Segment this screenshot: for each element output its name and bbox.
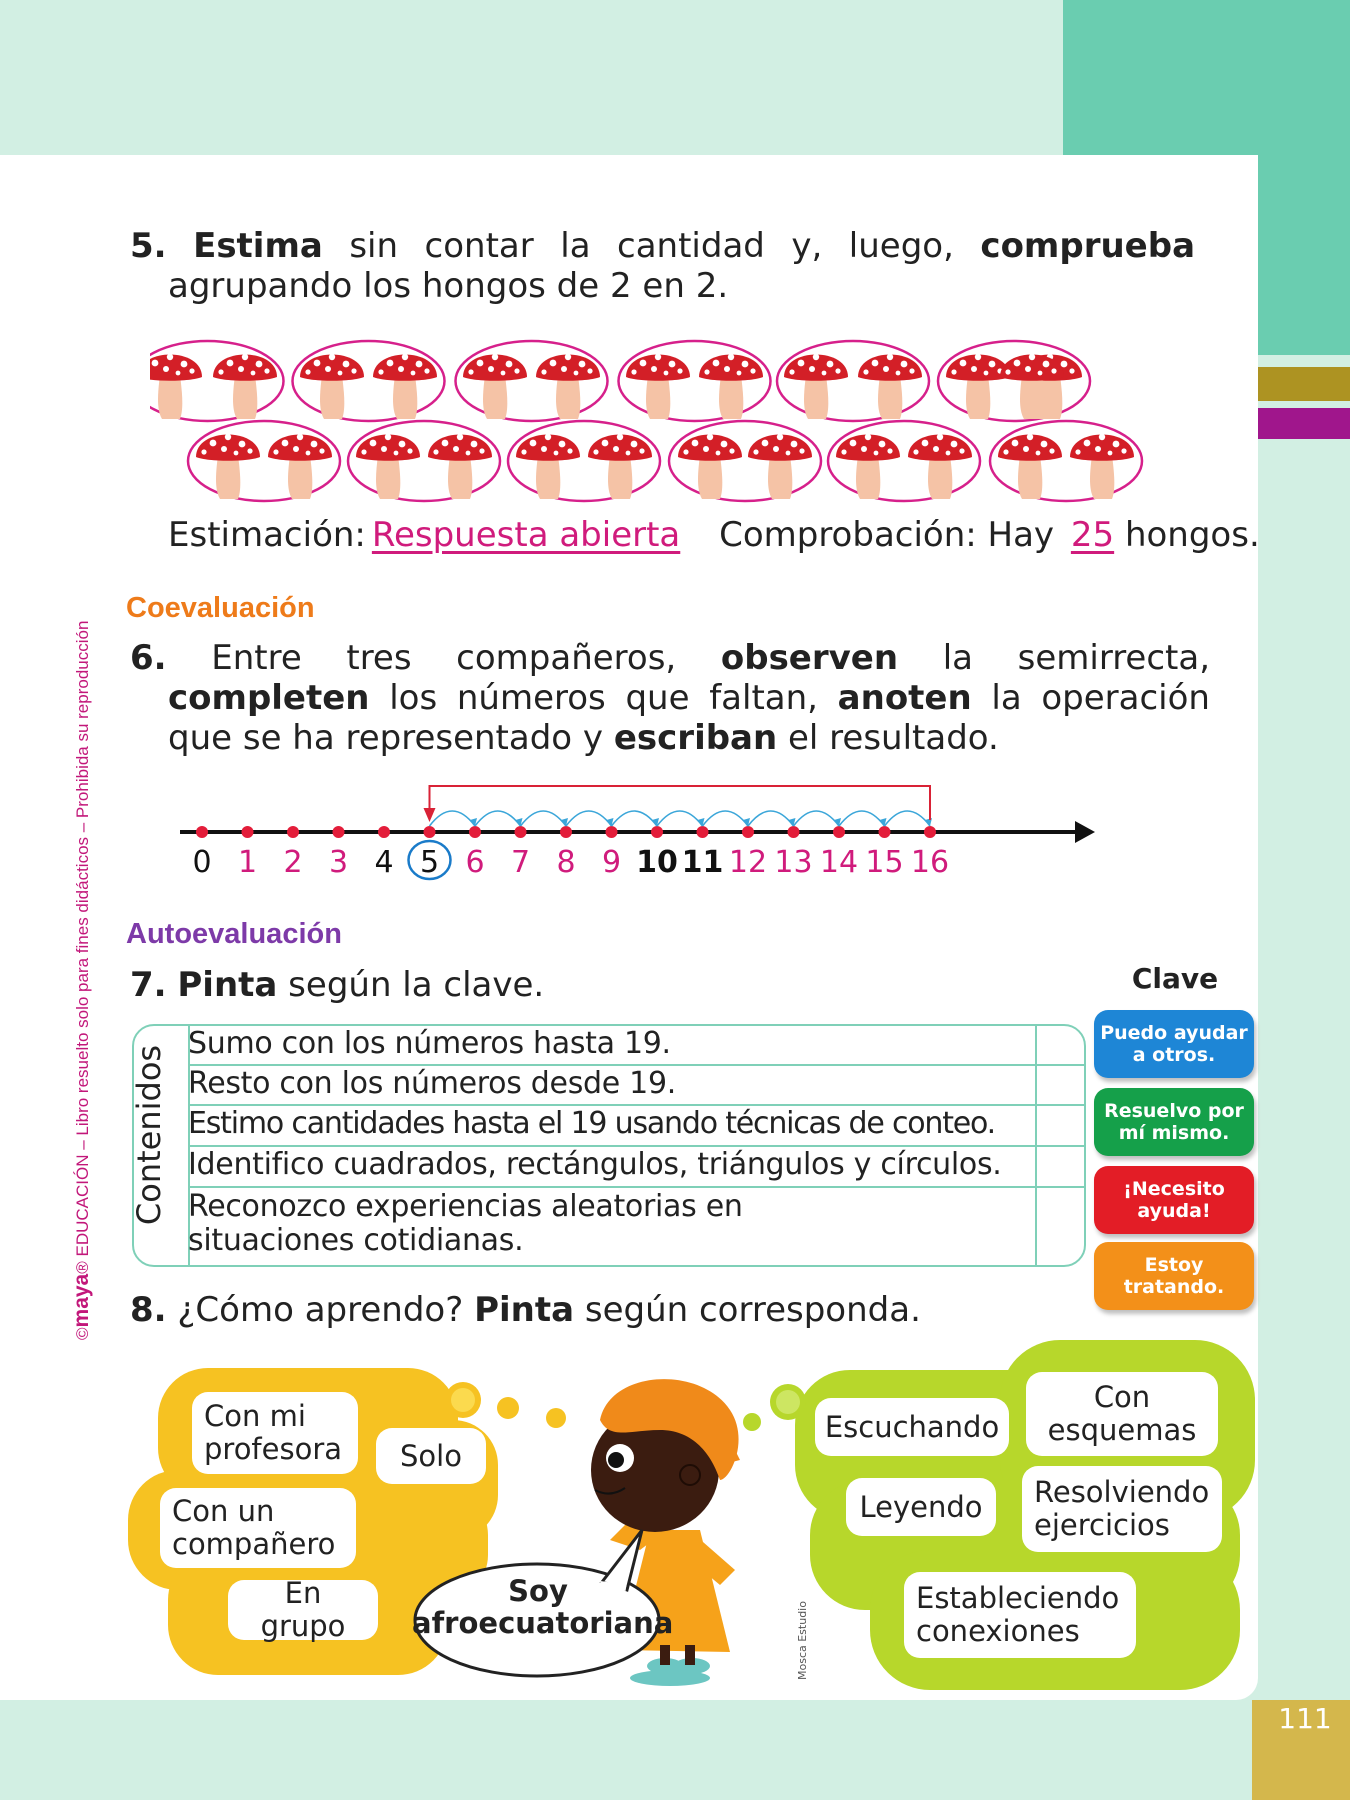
pair-circle xyxy=(938,341,1090,421)
tick-dot xyxy=(196,826,208,838)
table-row: Estimo cantidades hasta el 19 usando técnicas de conteo. xyxy=(188,1106,995,1141)
tick-dot xyxy=(424,826,436,838)
tick-dot xyxy=(879,826,891,838)
mushroom xyxy=(1070,434,1134,499)
tick-dot xyxy=(697,826,709,838)
section-heading-coevaluacion: Coevaluación xyxy=(126,592,315,624)
side-credit: ©maya® EDUCACIÓN – Libro resuelto solo para fines didácticos – Prohibida su reproducción xyxy=(70,620,93,1340)
tick-dot xyxy=(378,826,390,838)
tick-label: 1 xyxy=(237,845,258,880)
key-title: Clave xyxy=(1131,962,1219,995)
pair-circle xyxy=(348,421,500,501)
tick-label: 8 xyxy=(556,845,576,880)
paint-cell[interactable] xyxy=(1036,1188,1084,1265)
card-en-grupo[interactable]: En grupo xyxy=(228,1580,378,1640)
key-label: ¡Necesito ayuda! xyxy=(1123,1178,1225,1222)
table-rule xyxy=(188,1186,1084,1188)
card-con-mi-profesora[interactable]: Con mi profesora xyxy=(192,1392,358,1474)
tick-dot xyxy=(606,826,618,838)
mushroom xyxy=(699,354,763,419)
tick-dot xyxy=(651,826,663,838)
jump-arc xyxy=(885,811,931,826)
mushroom-set xyxy=(150,341,1142,501)
question-5: 5. Estima sin contar la cantidad y, luego, comprueba agrupando los hongos de 2 en 2. xyxy=(130,226,1196,306)
key-label: Puedo ayudar a otros. xyxy=(1100,1022,1248,1066)
verb-comprueba: comprueba xyxy=(980,226,1196,266)
tick-label: 11 xyxy=(681,845,724,880)
tick-label: 2 xyxy=(283,845,303,880)
question-number: 6. xyxy=(130,638,167,678)
card-con-un-companero[interactable]: Con un compañero xyxy=(160,1488,356,1568)
mushroom xyxy=(588,434,652,499)
paint-cell[interactable] xyxy=(1036,1147,1084,1186)
tick-label: 12 xyxy=(728,845,768,880)
tick-dot xyxy=(287,826,299,838)
illustration-credit: Mosca Estudio xyxy=(796,1601,809,1680)
verb-estima: Estima xyxy=(193,226,323,266)
question-8: 8. ¿Cómo aprendo? Pinta según corresponda. xyxy=(130,1290,921,1330)
mushroom xyxy=(356,434,420,499)
check-answer: 25 xyxy=(1070,515,1115,555)
key-necesito-ayuda xyxy=(1094,1166,1254,1234)
paint-cell[interactable] xyxy=(1036,1106,1084,1145)
jump-arc xyxy=(748,811,794,826)
card-con-esquemas[interactable]: Con esquemas xyxy=(1026,1372,1218,1456)
check-suffix: hongos. xyxy=(1124,515,1260,555)
mushroom xyxy=(858,354,922,419)
pair-circle xyxy=(669,421,821,501)
tick-dot xyxy=(560,826,572,838)
paint-cell[interactable] xyxy=(1036,1066,1084,1104)
mushroom xyxy=(428,434,492,499)
speech-text: Soy afroecuatoriana xyxy=(412,1574,674,1640)
side-band-magenta xyxy=(1258,408,1350,439)
jump-arc xyxy=(430,811,476,826)
tick-dot xyxy=(515,826,527,838)
pair-circle xyxy=(828,421,980,501)
mushroom xyxy=(373,354,437,419)
mushroom xyxy=(626,354,690,419)
jump-arc xyxy=(521,811,567,826)
page-number: 111 xyxy=(1278,1702,1332,1735)
table-row: Sumo con los números hasta 19. xyxy=(188,1026,671,1061)
jump-arc xyxy=(612,811,658,826)
jump-arc xyxy=(566,811,612,826)
pair-circle xyxy=(777,341,929,421)
mushroom xyxy=(908,434,972,499)
tick-dot xyxy=(333,826,345,838)
key-estoy-tratando xyxy=(1094,1242,1254,1310)
key-label: Resuelvo por mí mismo. xyxy=(1104,1100,1244,1144)
pair-circle xyxy=(990,421,1142,501)
tick-label: 0 xyxy=(192,845,212,880)
estimation-label: Estimación: xyxy=(168,515,366,555)
paint-cell[interactable] xyxy=(1036,1026,1084,1064)
question-7: 7. Pinta según la clave. xyxy=(130,965,545,1005)
tick-label: 6 xyxy=(465,845,485,880)
estimation-answer: Respuesta abierta xyxy=(371,515,681,555)
tick-label: 13 xyxy=(774,845,813,880)
jump-arc xyxy=(657,811,703,826)
tick-label: 9 xyxy=(601,845,622,880)
table-row: Reconozco experiencias aleatorias en situaciones cotidianas. xyxy=(188,1189,743,1258)
mushroom xyxy=(784,354,848,419)
mushroom xyxy=(748,434,812,499)
table-row-label: Contenidos xyxy=(130,1044,168,1226)
tick-dot xyxy=(469,826,481,838)
axis-arrowhead xyxy=(1075,821,1095,843)
table-row: Resto con los números desde 19. xyxy=(188,1066,676,1101)
tick-label: 4 xyxy=(374,845,394,880)
card-solo[interactable]: Solo xyxy=(376,1428,486,1484)
mushroom xyxy=(516,434,580,499)
mushroom xyxy=(998,434,1062,499)
tick-label: 14 xyxy=(819,845,859,880)
return-bracket xyxy=(430,786,931,820)
credit-text: EDUCACIÓN – Libro resuelto solo para fines didácticos – Prohibida su reproducción xyxy=(73,620,92,1257)
tick-dot xyxy=(833,826,845,838)
corner-decoration xyxy=(1063,0,1350,155)
question-number: 7. xyxy=(130,965,167,1005)
tick-label: 15 xyxy=(865,845,904,880)
question-number: 5. xyxy=(130,226,167,266)
table-row: Identifico cuadrados, rectángulos, triángulos y círculos. xyxy=(188,1147,1002,1182)
jump-arc xyxy=(794,811,840,826)
mushroom xyxy=(836,434,900,499)
mushroom xyxy=(150,354,202,419)
tick-dot xyxy=(924,826,936,838)
mushroom xyxy=(268,434,332,499)
jump-arc xyxy=(475,811,521,826)
key-label: Estoy tratando. xyxy=(1123,1254,1225,1298)
number-line xyxy=(180,765,1110,885)
jump-arc xyxy=(703,811,749,826)
tick-dot xyxy=(788,826,800,838)
section-heading-autoevaluacion: Autoevaluación xyxy=(126,918,342,950)
mushroom xyxy=(196,434,260,499)
key-puedo-ayudar xyxy=(1094,1010,1254,1078)
mushroom xyxy=(463,354,527,419)
card-resolviendo-ejercicios[interactable]: Resolviendo ejercicios xyxy=(1022,1466,1222,1552)
pair-circle xyxy=(508,421,660,501)
side-band-olive xyxy=(1258,367,1350,401)
tick-label: 3 xyxy=(328,845,349,880)
card-leyendo[interactable]: Leyendo xyxy=(846,1478,996,1536)
key-resuelvo xyxy=(1094,1088,1254,1156)
pair-circle xyxy=(456,341,608,421)
mushroom xyxy=(678,434,742,499)
question-number: 8. xyxy=(130,1290,167,1330)
tick-label: 7 xyxy=(510,845,531,880)
side-band-teal xyxy=(1258,155,1350,355)
card-estableciendo-conexiones[interactable]: Estableciendo conexiones xyxy=(904,1572,1136,1658)
pair-circle xyxy=(619,341,771,421)
tick-label: 16 xyxy=(910,845,950,880)
jump-arc xyxy=(839,811,885,826)
mushroom-groups xyxy=(150,325,1200,505)
tick-label: 10 xyxy=(636,845,678,880)
tick-dot xyxy=(742,826,754,838)
mushroom xyxy=(300,354,364,419)
mushroom xyxy=(213,354,277,419)
pair-circle xyxy=(188,421,340,501)
tick-dot xyxy=(242,826,254,838)
check-label: Comprobación: Hay xyxy=(719,515,1055,555)
q5-answers xyxy=(168,515,1260,555)
question-6: 6. Entre tres compañeros, observen la semirrecta, completen los números que faltan, anoten la operación que se ha representado y escriban el resultado. xyxy=(130,638,1211,758)
pair-circle xyxy=(293,341,445,421)
card-escuchando[interactable]: Escuchando xyxy=(815,1398,1009,1456)
tick-label: 5 xyxy=(419,845,440,880)
mushroom xyxy=(536,354,600,419)
brand-logo: maya xyxy=(70,1273,93,1328)
mushroom xyxy=(946,354,1010,419)
